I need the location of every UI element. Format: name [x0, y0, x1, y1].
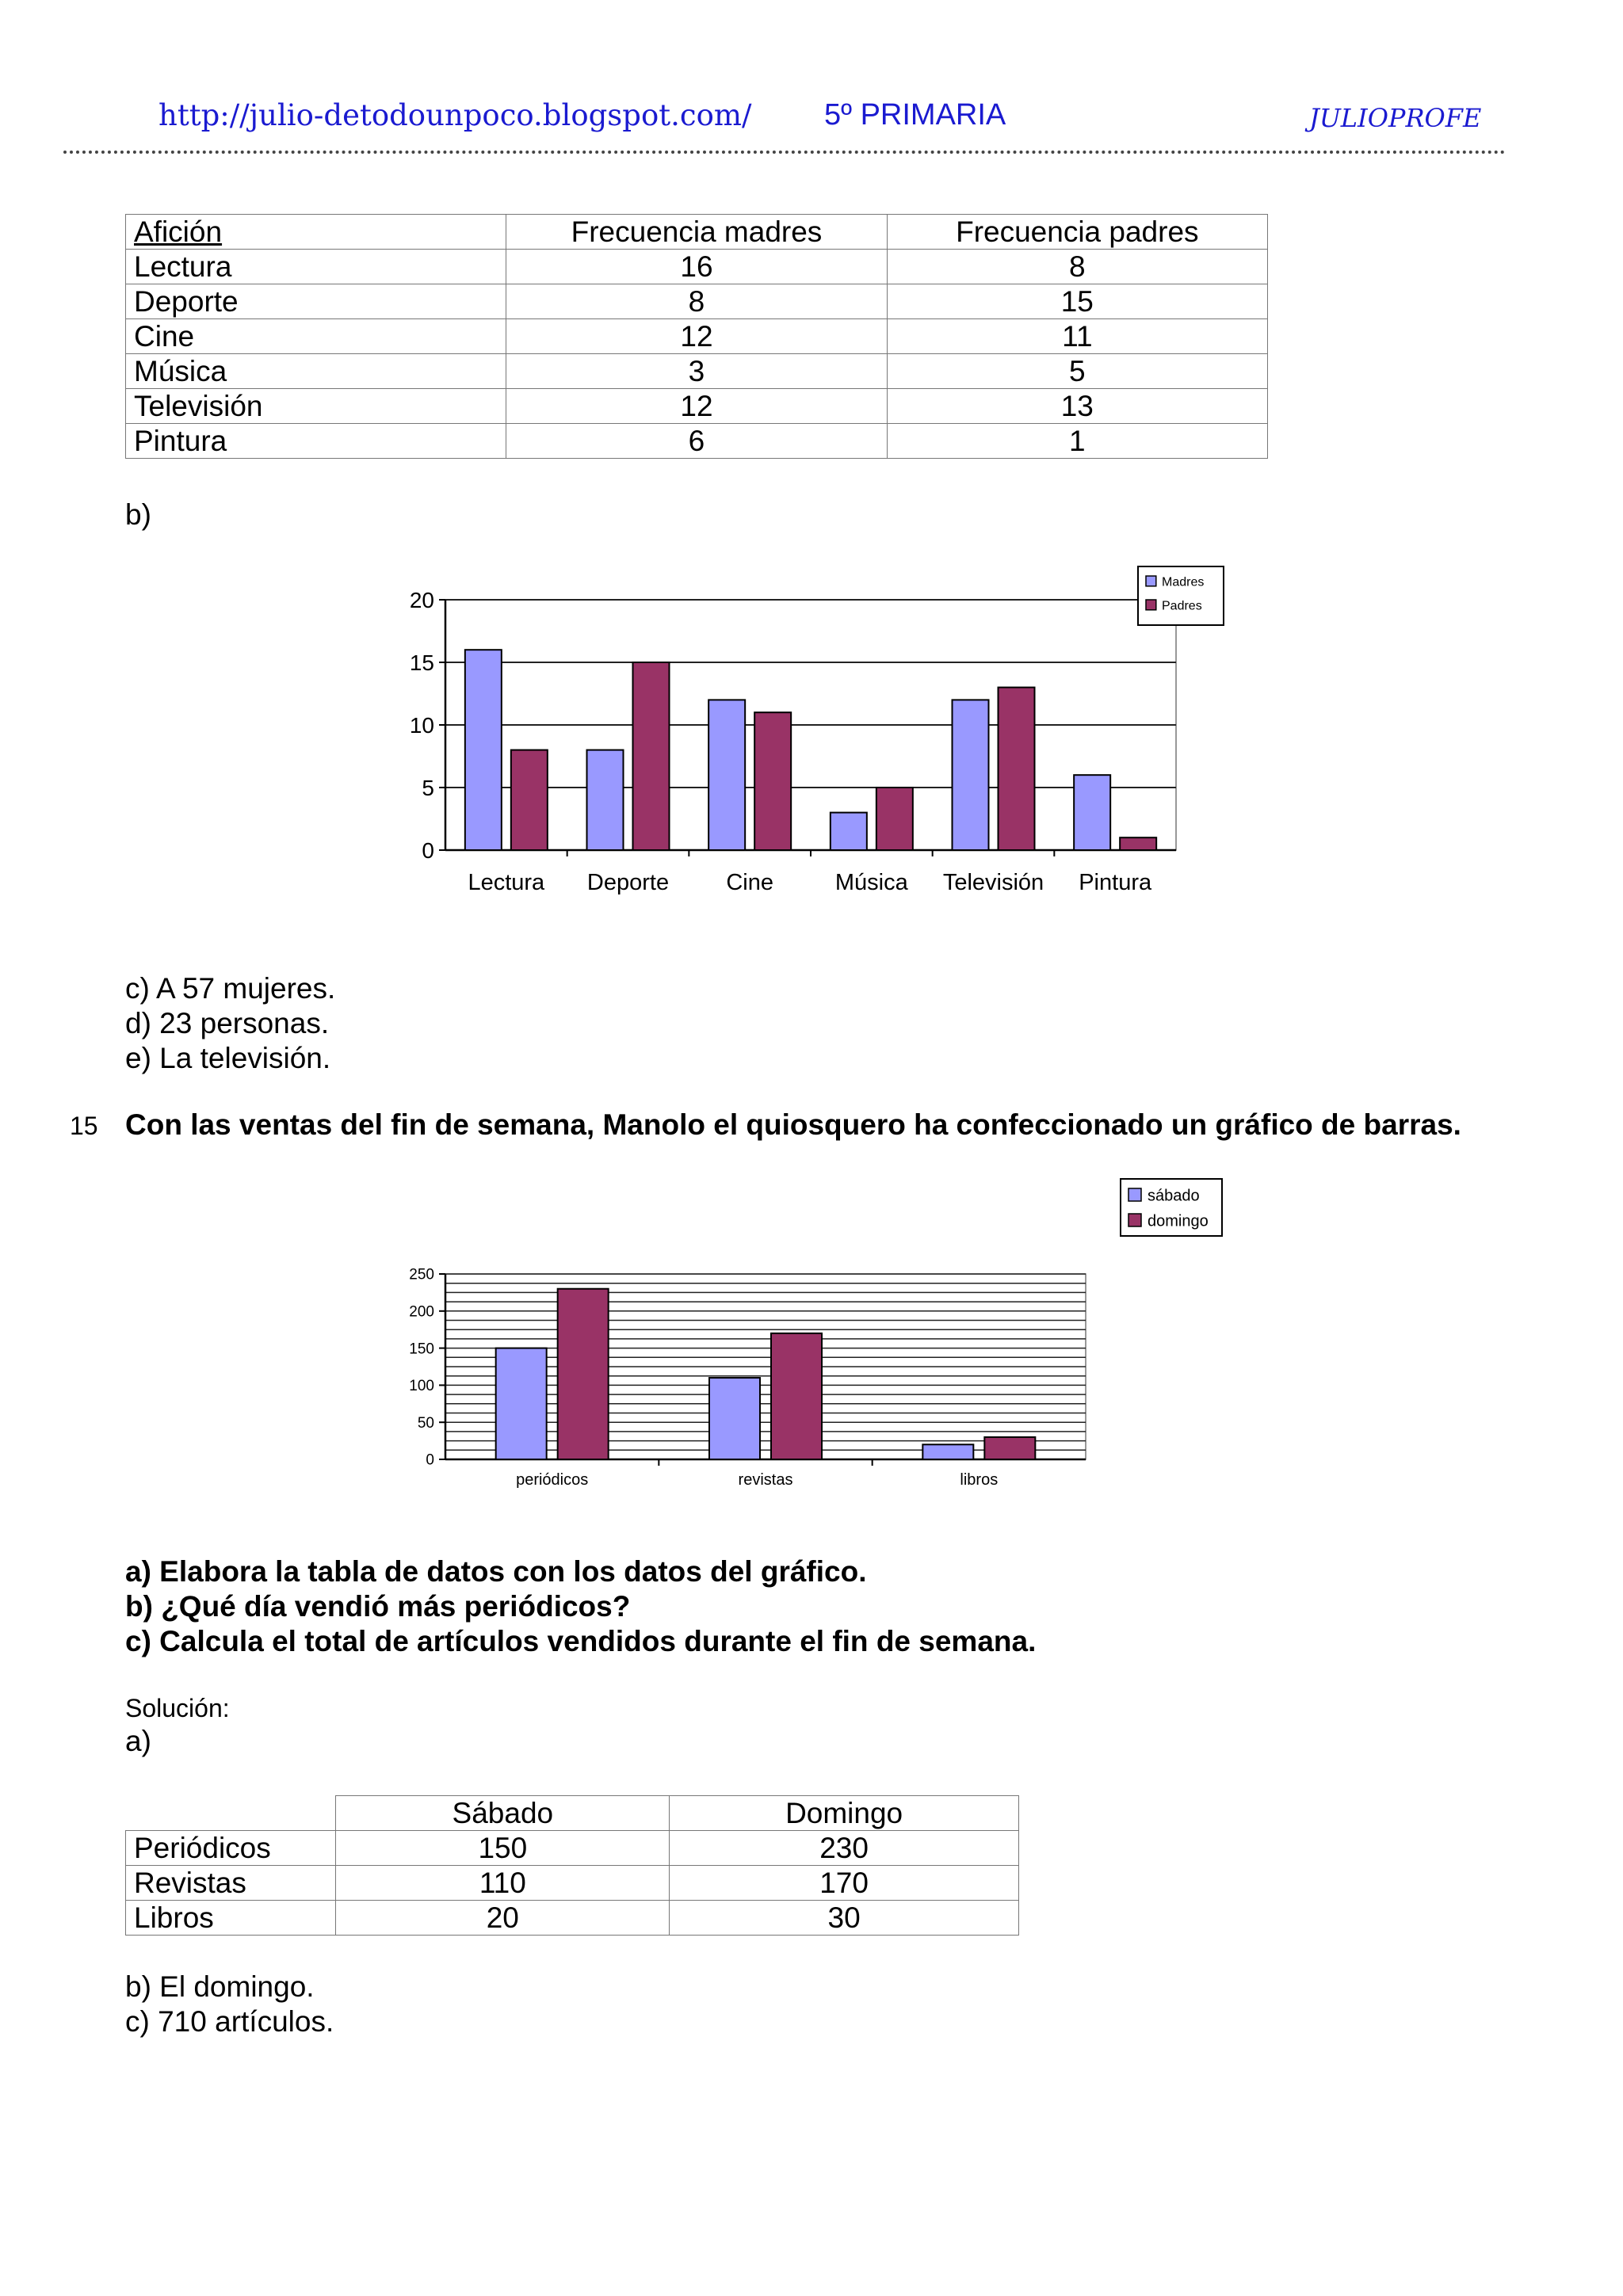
table-header-row [126, 215, 1268, 250]
y-tick-label: 100 [409, 1378, 434, 1395]
table-row [126, 424, 1268, 459]
x-category-label: Música [834, 870, 908, 895]
hobbies-table [125, 214, 1268, 459]
table-cell: 20 [336, 1901, 670, 1936]
bar-sábado-periódicos [496, 1348, 547, 1459]
table-cell: 5 [887, 354, 1267, 389]
solution-label: Solución: [125, 1694, 230, 1722]
table-row [126, 284, 1268, 319]
table-cell: Deporte [126, 284, 506, 319]
table-cell: 170 [670, 1866, 1019, 1901]
table-cell: 15 [887, 284, 1267, 319]
table-header-cell: Sábado [336, 1796, 670, 1831]
bar-padres-cine [754, 712, 791, 850]
table-cell: 6 [506, 424, 887, 459]
legend-label: domingo [1148, 1212, 1209, 1230]
table-cell: Revistas [126, 1866, 336, 1901]
legend-label: sábado [1148, 1187, 1200, 1205]
table-cell: 1 [887, 424, 1267, 459]
question-b: b) ¿Qué día vendió más periódicos? [125, 1590, 631, 1623]
legend-swatch [1146, 576, 1156, 586]
table-cell: 12 [506, 319, 887, 354]
header-author: JULIOPROFE [1309, 103, 1482, 133]
solution-a: a) [125, 1725, 151, 1757]
x-category-label: revistas [738, 1471, 793, 1489]
table-cell: 3 [506, 354, 887, 389]
solution-c: c) 710 artículos. [125, 2005, 334, 2038]
answer-d: d) 23 personas. [125, 1007, 330, 1039]
bar-madres-cine [708, 700, 745, 850]
table-row [126, 319, 1268, 354]
table-header-cell [126, 1796, 336, 1831]
bar-madres-deporte [587, 750, 624, 850]
table-cell: Lectura [126, 250, 506, 284]
y-tick-label: 200 [409, 1303, 434, 1321]
table-cell: 8 [506, 284, 887, 319]
table-header-cell: Frecuencia madres [506, 215, 887, 250]
x-category-label: libros [960, 1471, 999, 1489]
table-header-cell: Afición [126, 215, 506, 250]
hobbies-bar-chart [372, 559, 1252, 915]
legend-swatch [1146, 600, 1156, 610]
x-category-label: Lectura [468, 870, 545, 895]
legend-label: Padres [1162, 599, 1202, 613]
bar-sábado-libros [922, 1444, 973, 1459]
x-category-label: Pintura [1079, 870, 1152, 895]
header-level: 5º PRIMARIA [824, 98, 1006, 132]
bar-madres-música [831, 813, 867, 850]
y-tick-label: 150 [409, 1341, 434, 1358]
legend-swatch [1128, 1188, 1141, 1201]
table-cell: Libros [126, 1901, 336, 1936]
question-number: 15 [70, 1112, 98, 1140]
table-cell: 8 [887, 250, 1267, 284]
table-cell: 13 [887, 389, 1267, 424]
bar-domingo-libros [984, 1437, 1035, 1459]
bar-padres-lectura [511, 750, 548, 850]
table-cell: 30 [670, 1901, 1019, 1936]
bar-padres-televisión [999, 688, 1035, 850]
legend-swatch [1128, 1214, 1141, 1226]
table-cell: Periódicos [126, 1831, 336, 1866]
table-cell: 110 [336, 1866, 670, 1901]
table-row [126, 1866, 1019, 1901]
bar-domingo-revistas [771, 1333, 822, 1459]
legend-label: Madres [1162, 575, 1205, 589]
bar-madres-pintura [1074, 775, 1110, 850]
bar-padres-pintura [1120, 837, 1156, 850]
y-tick-label: 50 [417, 1414, 434, 1432]
bar-padres-música [876, 788, 913, 850]
y-tick-label: 0 [426, 1451, 434, 1469]
table-cell: Pintura [126, 424, 506, 459]
answer-e: e) La televisión. [125, 1042, 331, 1074]
table-row [126, 1901, 1019, 1936]
table-cell: 11 [887, 319, 1267, 354]
table-row [126, 1831, 1019, 1866]
header-url[interactable]: http://julio-detodounpoco.blogspot.com/ [158, 98, 752, 132]
x-category-label: Cine [726, 870, 773, 895]
table-header-cell: Frecuencia padres [887, 215, 1267, 250]
y-tick-label: 5 [422, 775, 434, 800]
y-tick-label: 0 [422, 837, 434, 863]
y-tick-label: 10 [409, 712, 434, 738]
table-cell: 230 [670, 1831, 1019, 1866]
answer-c: c) A 57 mujeres. [125, 972, 336, 1005]
solution-b: b) El domingo. [125, 1970, 315, 2003]
y-tick-label: 250 [409, 1266, 434, 1283]
table-row [126, 389, 1268, 424]
bar-domingo-periódicos [558, 1289, 609, 1459]
label-b: b) [125, 498, 151, 531]
question-a: a) Elabora la tabla de datos con los datos del gráfico. [125, 1555, 867, 1588]
table-cell: Televisión [126, 389, 506, 424]
bar-sábado-revistas [709, 1378, 760, 1459]
sales-bar-chart [388, 1173, 1244, 1505]
x-category-label: Deporte [586, 870, 670, 895]
bar-madres-lectura [465, 650, 502, 850]
y-tick-label: 15 [409, 650, 434, 675]
table-cell: Cine [126, 319, 506, 354]
table-row [126, 250, 1268, 284]
y-tick-label: 20 [409, 587, 434, 612]
table-cell: 16 [506, 250, 887, 284]
header-divider [63, 151, 1506, 154]
table-header-row [126, 1796, 1019, 1831]
table-row [126, 354, 1268, 389]
x-category-label: Televisión [942, 870, 1044, 895]
table-header-cell: Domingo [670, 1796, 1019, 1831]
table-cell: 12 [506, 389, 887, 424]
sales-table [125, 1795, 1019, 1936]
bar-madres-televisión [953, 700, 989, 850]
bar-padres-deporte [633, 662, 670, 850]
table-cell: Música [126, 354, 506, 389]
x-category-label: periódicos [516, 1471, 589, 1489]
question-text: Con las ventas del fin de semana, Manolo el quiosquero ha confeccionado un gráfico de barras. [125, 1108, 1461, 1141]
table-cell: 150 [336, 1831, 670, 1866]
question-c: c) Calcula el total de artículos vendidos durante el fin de semana. [125, 1625, 1037, 1657]
